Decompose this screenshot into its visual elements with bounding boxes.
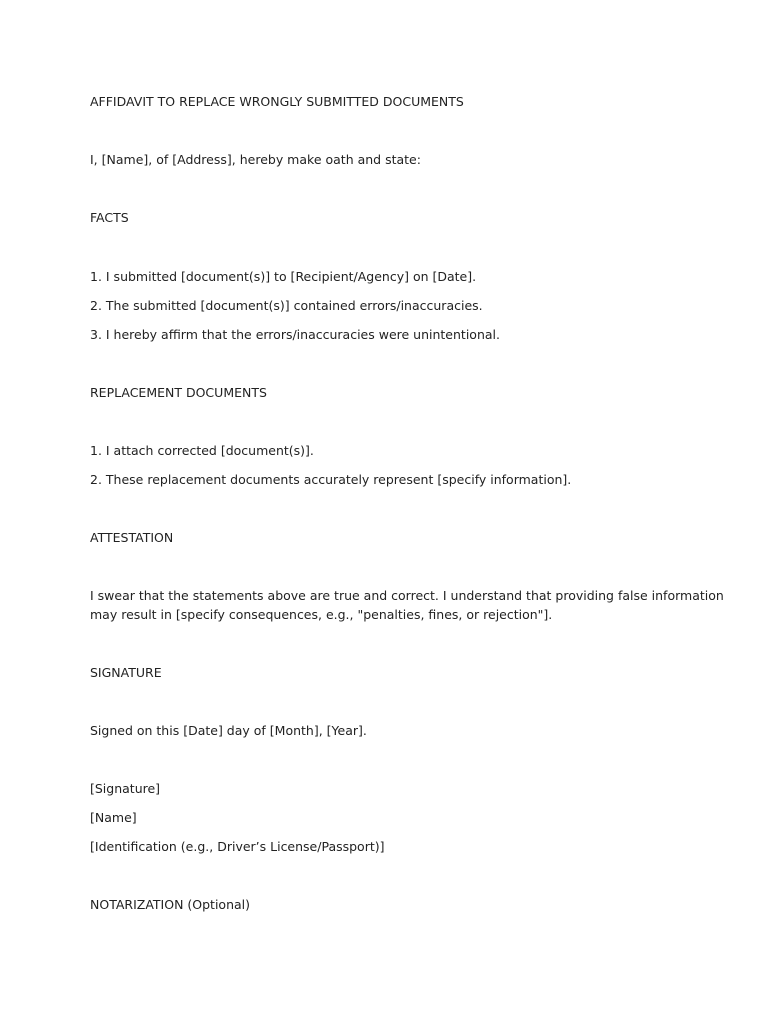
replacement-item: 1. I attach corrected [document(s)]. (90, 443, 314, 458)
intro-statement: I, [Name], of [Address], hereby make oath and state: (90, 152, 421, 167)
identification-placeholder: [Identification (e.g., Driver’s License/Passport)] (90, 839, 385, 854)
replacement-item: 2. These replacement documents accurately represent [specify information]. (90, 472, 572, 487)
signed-on-line: Signed on this [Date] day of [Month], [Year]. (90, 723, 367, 738)
facts-item: 1. I submitted [document(s)] to [Recipient/Agency] on [Date]. (90, 269, 477, 284)
signature-placeholder: [Signature] (90, 781, 161, 796)
notarization-heading: NOTARIZATION (Optional) (90, 897, 251, 912)
name-placeholder: [Name] (90, 810, 137, 825)
attestation-text-line-1: I swear that the statements above are true and correct. I understand that providing false information (90, 588, 724, 603)
document-title: AFFIDAVIT TO REPLACE WRONGLY SUBMITTED DOCUMENTS (90, 94, 464, 109)
facts-item: 3. I hereby affirm that the errors/inaccuracies were unintentional. (90, 327, 500, 342)
facts-item: 2. The submitted [document(s)] contained errors/inaccuracies. (90, 298, 483, 313)
replacement-heading: REPLACEMENT DOCUMENTS (90, 385, 267, 400)
attestation-text-line-2: may result in [specify consequences, e.g., "penalties, fines, or rejection"]. (90, 607, 553, 622)
signature-heading: SIGNATURE (90, 665, 162, 680)
attestation-heading: ATTESTATION (90, 530, 174, 545)
facts-heading: FACTS (90, 210, 129, 225)
